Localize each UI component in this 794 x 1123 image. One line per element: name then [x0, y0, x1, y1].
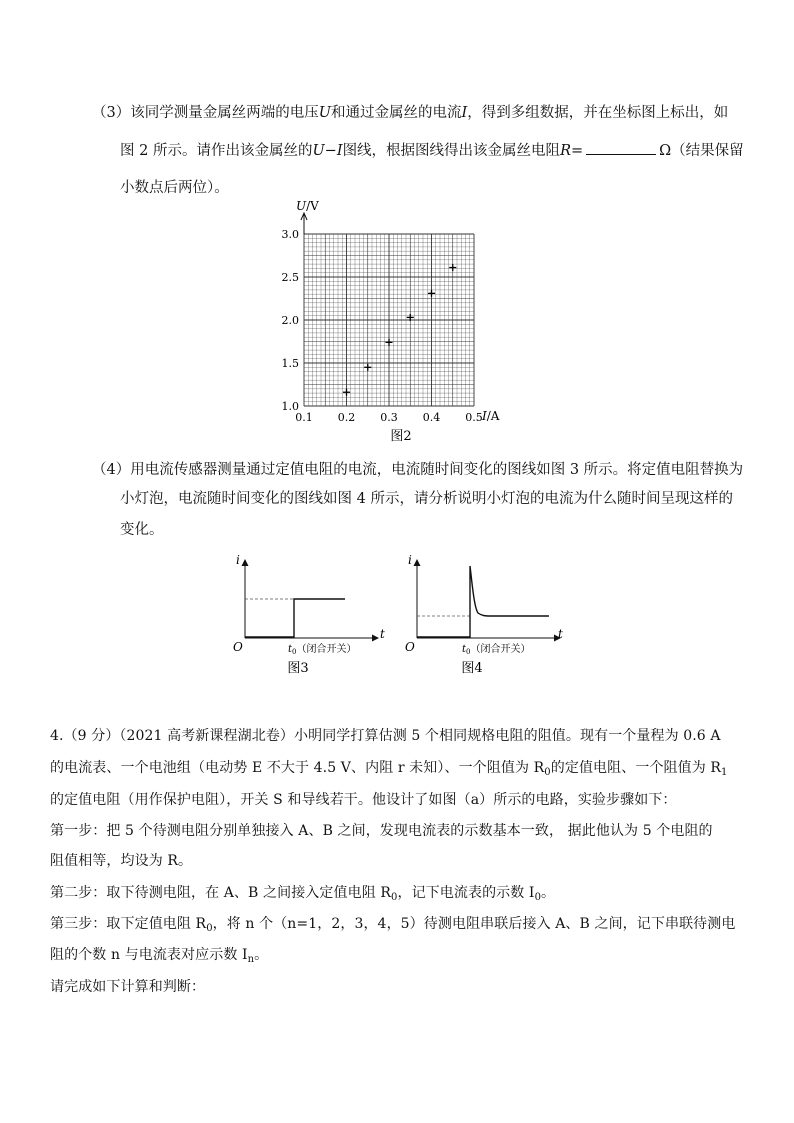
origin-label: O [405, 640, 415, 654]
q3-text: ，得到多组数据，并在坐标图上标出，如 [467, 105, 729, 121]
t0-label: $t_0$（闭合开关） [462, 644, 531, 656]
figure-2-chart [270, 196, 530, 446]
x-tick-label: 0.1 [295, 411, 313, 424]
q5-line-1: 4.（9 分）（2021 高考新课程湖北卷）小明同学打算估测 5 个相同规格电阻的阻值。现有一个量程为 0.6 A [50, 728, 721, 744]
x-tick-label: 0.5 [465, 411, 483, 424]
subscript: 0 [534, 892, 542, 903]
x-tick-label: 0.4 [422, 411, 441, 424]
q5-text: ，将 n 个（n=1，2，3，4，5）待测电阻串联后接入 A、B 之间，记下串联待测电 [212, 916, 736, 932]
x-tick-label: 0.2 [337, 411, 356, 424]
current-curve [417, 566, 549, 637]
subscript: 0 [544, 767, 551, 778]
q3-line-1 [92, 101, 728, 122]
data-point [364, 364, 371, 371]
q5-line-6 [50, 882, 555, 903]
q5-text: 第二步：取下待测电阻，在 A、B 之间接入定值电阻 R [50, 885, 391, 901]
q5-line-4: 第一步：把 5 个待测电阻分别单独接入 A、B 之间，发现电流表的示数基本一致， 据此他认为 5 个电阻的 [50, 823, 713, 839]
data-point [449, 264, 456, 271]
q5-line-7 [50, 913, 735, 934]
subscript: n [247, 954, 255, 965]
q5-line-9: 请完成如下计算和判断： [50, 979, 206, 995]
q5-line-5: 阻值相等，均设为 R。 [50, 853, 193, 869]
y-tick-label: 2.0 [281, 314, 299, 327]
q3-text: 图 2 所示。请作出该金属丝的 [120, 143, 313, 159]
figure-3 [228, 552, 393, 677]
q3-line-3: 小数点后两位）。 [120, 180, 229, 196]
chart-grid [301, 213, 474, 406]
q5-text: 的电流表、一个电池组（电动势 E 不大于 4.5 V、内阻 r 未知）、一个阻值为 R [50, 760, 545, 776]
current-curve [245, 599, 345, 637]
subscript: 0 [206, 923, 213, 934]
q5-text: 。 [254, 947, 269, 963]
q5-text: 第三步：取下定值电阻 R [50, 916, 207, 932]
y-axis-label: U/V [296, 199, 319, 213]
t-label: t [558, 627, 563, 641]
i-label: i [236, 553, 240, 567]
symbol-UI: U−I [312, 143, 343, 159]
t-label: t [380, 627, 385, 641]
q5-text: ，记下电流表的示数 I [397, 885, 535, 901]
symbol-R: R [560, 143, 571, 159]
q4-line-3: 变化。 [120, 522, 164, 538]
q5-text: 的定值电阻、一个阻值为 R [550, 760, 722, 776]
data-point [343, 389, 350, 396]
answer-blank[interactable] [586, 142, 656, 155]
symbol-I: I [461, 105, 468, 121]
q5-line-3: 的定值电阻（用作保护电阻），开关 S 和导线若干。他设计了如图（a）所示的电路，实验步骤如下： [50, 792, 677, 808]
y-tick-label: 1.0 [281, 400, 299, 413]
figure-3-caption: 图3 [287, 661, 309, 676]
q4-line-2: 小灯泡，电流随时间变化的图线如图 4 所示，请分析说明小灯泡的电流为什么随时间呈现这样的 [120, 491, 733, 507]
q5-text: 阻的个数 n 与电流表对应示数 I [50, 947, 248, 963]
origin-label: O [233, 640, 243, 654]
y-tick-label: 2.5 [281, 271, 299, 284]
q5-line-2 [50, 757, 728, 778]
t0-label: $t_0$（闭合开关） [288, 644, 357, 656]
y-tick-label: 1.5 [281, 357, 299, 370]
subscript: 1 [721, 767, 728, 778]
q3-line-2 [120, 139, 744, 160]
subscript: 0 [391, 892, 398, 903]
q5-text: 。 [541, 885, 556, 901]
q4-line-1: （4）用电流传感器测量通过定值电阻的电流，电流随时间变化的图线如图 3 所示。将定值电阻替换为 [92, 462, 744, 478]
symbol-U: U [318, 105, 331, 121]
i-label: i [408, 553, 412, 567]
x-tick-label: 0.3 [380, 411, 398, 424]
figure-4-caption: 图4 [461, 661, 483, 676]
x-axis-label: I/A [482, 409, 500, 423]
figure-2-caption: 图2 [390, 429, 412, 444]
figure-4 [400, 552, 565, 677]
q3-text: 和通过金属丝的电流 [330, 105, 462, 121]
q5-line-8 [50, 944, 268, 965]
q3-text: （3）该同学测量金属丝两端的电压 [92, 105, 319, 121]
y-tick-label: 3.0 [281, 228, 299, 241]
data-point [386, 339, 393, 346]
data-point [428, 290, 435, 297]
q3-text: 图线，根据图线得出该金属丝电阻 [342, 143, 561, 159]
q3-text: Ω（结果保留 [659, 143, 744, 159]
q3-text: = [570, 143, 584, 159]
